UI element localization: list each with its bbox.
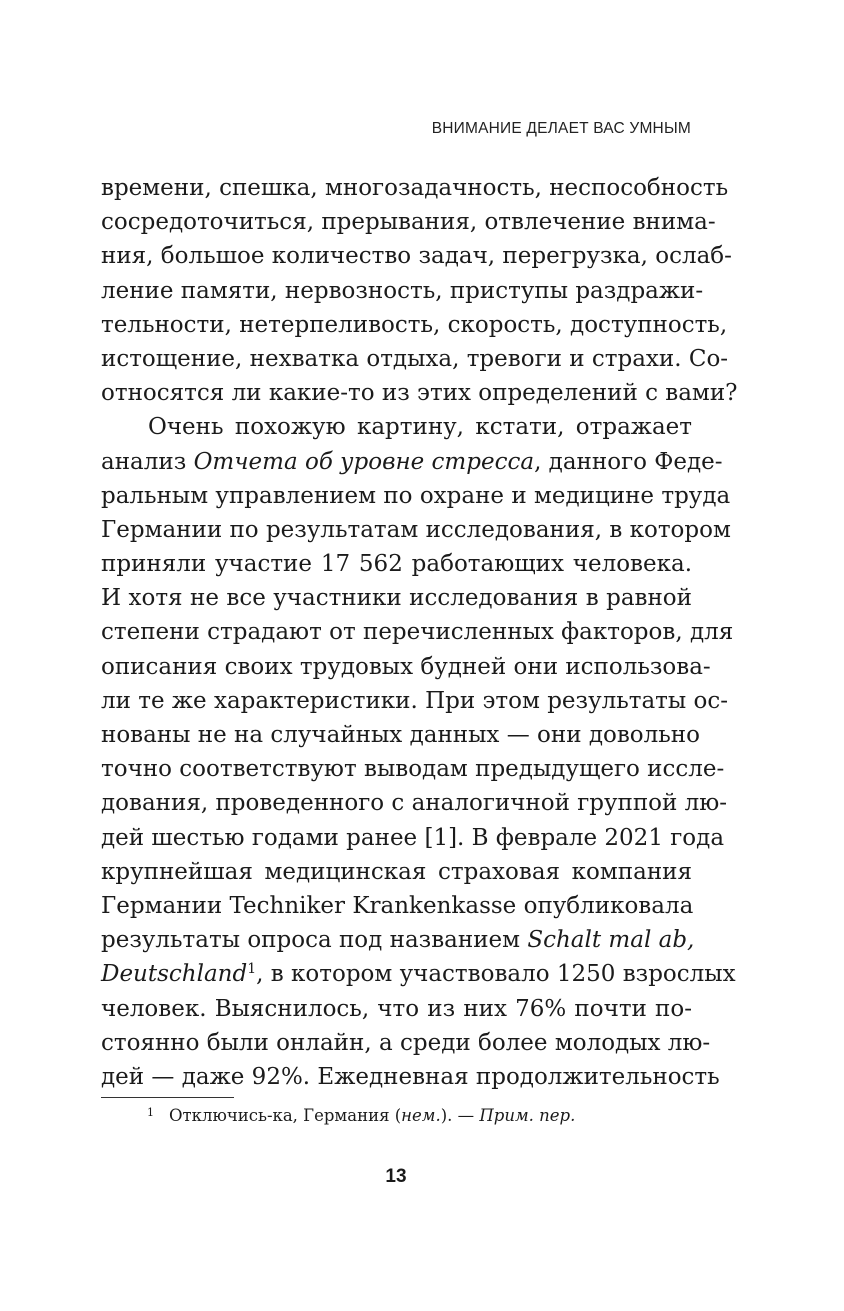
text-line	[101, 957, 736, 991]
text-line	[101, 581, 692, 615]
text-line	[101, 547, 692, 581]
text-line	[101, 821, 725, 855]
text-line	[101, 513, 731, 547]
text-line	[101, 855, 692, 889]
text-line	[101, 992, 692, 1026]
text-segment: стоянно были онлайн, а среди более молодых лю-	[101, 1029, 711, 1056]
text-segment: тельности, нетерпеливость, скорость, доступность,	[101, 311, 728, 338]
text-segment: анализ	[101, 448, 194, 475]
text-line	[101, 171, 729, 205]
text-segment: Германии по результатам исследования, в котором	[101, 516, 731, 543]
text-segment: ния, большое количество задач, перегрузка, ослаб-	[101, 243, 732, 270]
text-line	[101, 205, 716, 239]
text-segment: нованы не на случайных данных — они довольно	[101, 722, 700, 748]
text-segment: приняли участие 17 562 работающих человека.	[101, 551, 692, 578]
text-segment: Очень похожую картину, кстати, отражает	[148, 414, 692, 441]
text-line	[101, 889, 692, 923]
body-text	[101, 171, 738, 1094]
text-segment: истощение, нехватка отдыха, тревоги и страхи. Со-	[101, 345, 729, 372]
italic-segment: Schalt mal ab,	[527, 927, 695, 954]
text-segment: описания своих трудовых будней они использова-	[101, 653, 711, 680]
text-segment: Германии Techniker Krankenkasse опубликовала	[101, 892, 694, 919]
text-segment: , в котором участвовало 1250 взрослых	[256, 961, 736, 988]
text-line	[101, 650, 711, 684]
text-segment: результаты опроса под названием	[101, 927, 528, 954]
text-segment: крупнейшая медицинская страховая компания	[101, 858, 692, 885]
footnote-text-middle: ). —	[440, 1106, 480, 1125]
footnote-note-by: Прим. пер.	[479, 1106, 576, 1125]
footnote	[147, 1106, 575, 1125]
text-line	[101, 684, 729, 718]
italic-segment: Отчета об уровне стресса	[193, 448, 535, 475]
text-line	[101, 376, 738, 410]
footnote-text-before: Отключись-ка, Германия (	[169, 1106, 402, 1125]
text-line	[101, 1026, 711, 1060]
text-segment: относятся ли какие-то из этих определений с вами?	[101, 380, 738, 407]
footnote-rule	[101, 1097, 234, 1098]
text-line	[101, 342, 729, 376]
footnote-lang-abbr: нем.	[401, 1106, 441, 1125]
text-line	[101, 923, 695, 957]
italic-segment: Deutschland	[101, 961, 248, 988]
text-segment: И хотя не все участники исследования в равной	[101, 585, 692, 612]
footnote-reference: 1	[247, 961, 257, 978]
text-line	[101, 786, 728, 820]
text-segment: ли те же характеристики. При этом результаты ос-	[101, 687, 729, 714]
text-segment: ление памяти, нервозность, приступы раздражи-	[101, 277, 704, 304]
text-segment: точно соответствуют выводам предыдущего иссле-	[101, 756, 725, 783]
text-line	[101, 410, 692, 444]
text-segment: сосредоточиться, прерывания, отвлечение внима-	[101, 209, 716, 236]
text-line	[101, 445, 723, 479]
text-line	[101, 718, 700, 752]
text-segment: ральным управлением по охране и медицине труда	[101, 482, 731, 509]
text-segment: дования, проведенного с аналогичной группой лю-	[101, 790, 728, 817]
text-line	[101, 479, 731, 513]
text-line	[101, 752, 725, 786]
text-line	[101, 308, 728, 342]
page-number: 13	[385, 1166, 407, 1187]
running-head: ВНИМАНИЕ ДЕЛАЕТ ВАС УМНЫМ	[431, 120, 691, 137]
footnote-marker: 1	[147, 1106, 154, 1119]
text-line	[101, 274, 704, 308]
text-line	[101, 1060, 720, 1094]
text-line	[101, 239, 732, 273]
text-line	[101, 615, 734, 649]
text-segment: степени страдают от перечисленных факторов, для	[101, 619, 734, 646]
text-segment: дей шестью годами ранее [1]. В феврале 2021 года	[101, 824, 725, 851]
text-segment: дей — даже 92%. Ежедневная продолжительность	[101, 1063, 720, 1090]
text-segment: времени, спешка, многозадачность, неспособность	[101, 175, 729, 201]
text-segment: человек. Выяснилось, что из них 76% почти по-	[101, 995, 692, 1022]
text-segment: , данного Феде-	[534, 448, 723, 475]
